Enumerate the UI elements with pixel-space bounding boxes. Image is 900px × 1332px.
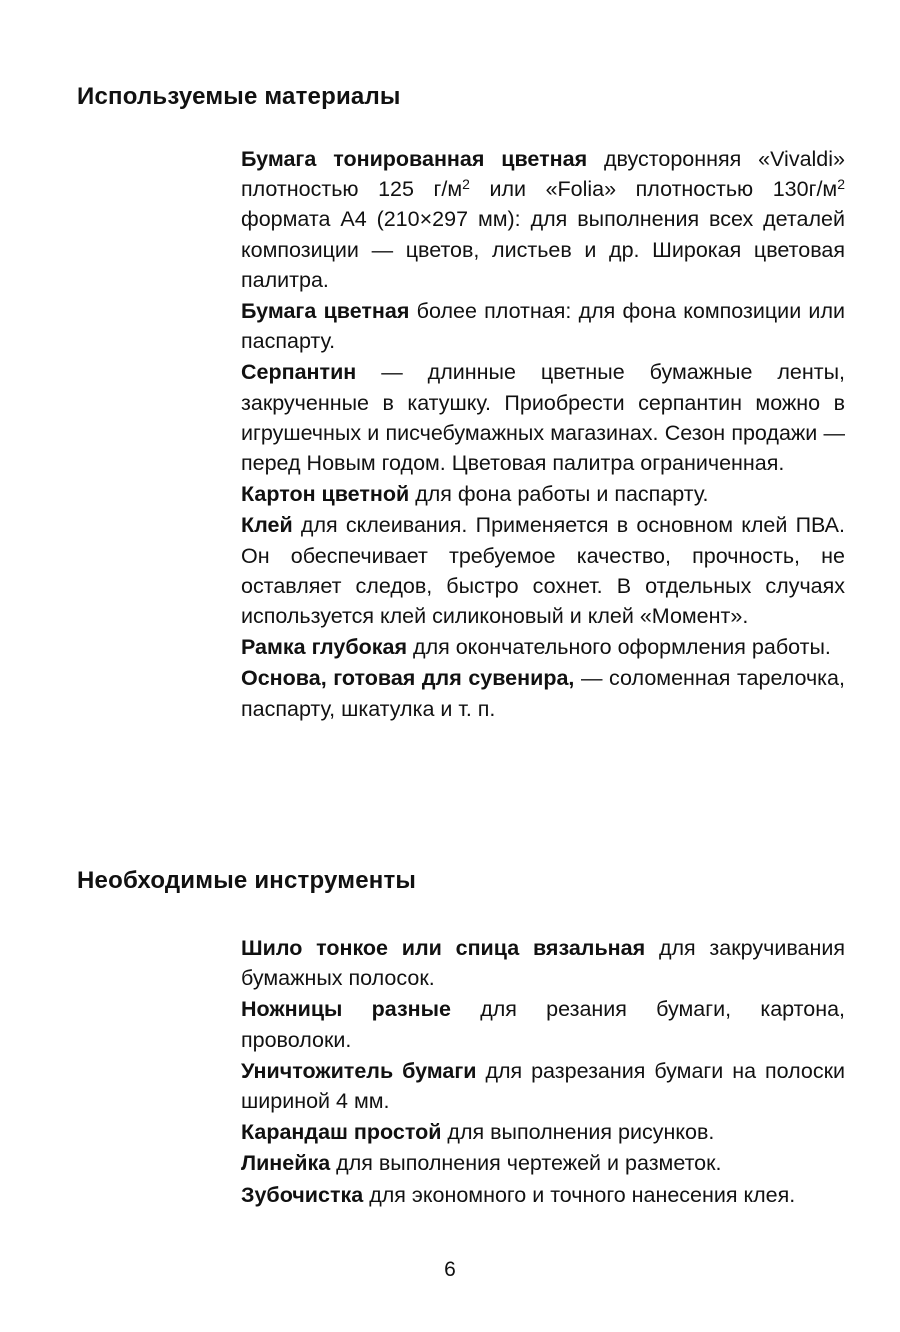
entry-term: Ножницы разные [241,997,451,1022]
entry-text: для экономного и точного нанесения клея. [363,1182,796,1207]
tools-entry [241,994,845,1054]
entry-term: Картон цветной [241,482,410,507]
entry-term: Карандаш простой [241,1120,442,1145]
entry-text: двусторонняя «Vivaldi» плотностью 125 г/м [241,147,845,202]
entry-text: — соломенная тарелочка, паспарту, шкатулка и т. п. [241,666,845,721]
materials-list [241,144,845,725]
entry-term: Уничтожитель бумаги [241,1058,477,1083]
entry-term: Шило тонкое или спица вязальная [241,936,646,960]
section-title-tools: Необходимые инструменты [77,867,417,894]
entry-text: для фона работы и паспарту. [409,482,709,507]
entry-term: Линейка [241,1151,331,1176]
superscript: 2 [462,176,470,193]
superscript: 2 [837,176,845,193]
tools-list [241,933,845,1211]
entry-term: Рамка глубокая [241,635,408,660]
tools-entry [241,1056,845,1116]
materials-entry [241,144,845,295]
materials-entry [241,632,845,662]
materials-entry [241,357,845,478]
section-title-materials: Используемые материалы [77,83,401,110]
entry-text: или «Folia» плотностью 130г/м [469,177,838,202]
tools-entry [241,1180,845,1210]
entry-text: для разрезания бумаги на полоски шириной 4 мм. [241,1058,845,1114]
entry-text: — длинные цветные бумажные ленты, закрученные в катушку. Приобрести серпантин можно в игрушечных и писчебумажных магазинах. Сезон продажи — перед Новым годом. Цветовая палитра ограниченная. [241,360,845,476]
entry-text: для закручивания бумажных полосок. [241,936,845,991]
tools-entry [241,1117,845,1147]
entry-text: для выполнения чертежей и разметок. [330,1151,722,1176]
entry-term: Клей [241,513,293,538]
materials-entry [241,663,845,723]
page-number: 6 [444,1258,456,1281]
tools-entry [241,933,845,993]
entry-term: Бумага цветная [241,299,410,324]
entry-text: для выполнения рисунков. [441,1120,715,1145]
entry-text: для окончательного оформления работы. [407,635,831,660]
entry-text: для резания бумаги, картона, проволоки. [241,997,846,1052]
tools-entry [241,1148,845,1178]
materials-entry [241,479,845,509]
entry-term: Основа, готовая для сувенира, [241,666,575,691]
entry-term: Зубочистка [241,1182,364,1207]
materials-entry [241,296,845,356]
materials-entry [241,510,845,631]
entry-text: более плотная: для фона композиции или паспарту. [241,299,846,354]
entry-text: для склеивания. Применяется в основном клей ПВА. Он обеспечивает требуемое качество, прочность, не оставляет следов, быстро сохнет. В отдельных случаях используется клей силиконовый и клей «Момент». [241,513,845,629]
entry-term: Серпантин [241,360,357,385]
entry-term: Бумага тонированная цветная [241,147,588,171]
entry-text: формата А4 (210×297 мм): для выполнения всех деталей композиции — цветов, листьев и др. Широкая цветовая палитра. [241,207,845,292]
